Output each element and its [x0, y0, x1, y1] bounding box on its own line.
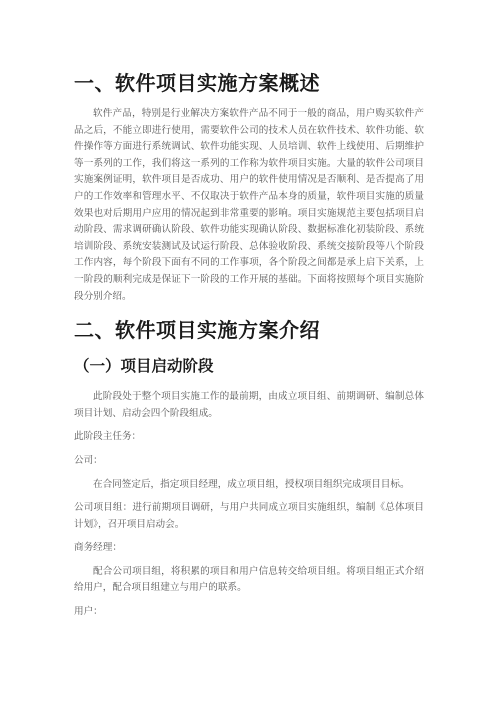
company-paragraph: 在合同签定后，指定项目经理，成立项目组，授权项目组织完成项目目标。	[93, 478, 410, 490]
business-manager-paragraph: 配合公司项目组，将积累的项目和用户信息转交给项目组。将项目组正式介绍给用户，配合项目组建立与用户的联系。	[74, 565, 424, 594]
main-task-label: 此阶段主任务：	[74, 431, 142, 443]
overview-paragraph: 软件产品，特别是行业解决方案软件产品不同于一般的商品，用户购买软件产品之后，不能立即进行使用，需要软件公司的技术人员在软件技术、软件功能、软件操作等方面进行系统调试、软件功能实现、人员培训、软件上线使用、后期维护等一系列的工作，我们将这一系列的工作称为软件项目实施。大量的软件公司项目实施案例证明，软件项目是否成功、用户的软件使用情况是否顺利、是否提高了用户的工作效率和管理水平、不仅取决于软件产品本身的质量，软件项目实施的质量效果也对后期用户应用的情况起到非常重要的影响。项目实施规范主要包括项目启动阶段、需求调研确认阶段、软件功能实现确认阶段、数据标准化初装阶段、系统培训阶段、系统安装测试及试运行阶段、总体验收阶段、系统交接阶段等八个阶段工作内容，每个阶段下面有不同的工作事项，各个阶段之间都是承上启下关系，上一阶段的顺利完成是保证下一阶段的工作开展的基础。下面将按照每个项目实施阶段分别介绍。	[74, 108, 424, 302]
document-content	[74, 70, 424, 621]
section-heading-overview: 一、软件项目实施方案概述	[74, 71, 320, 95]
company-label: 公司：	[74, 454, 103, 466]
user-label: 用户：	[74, 606, 103, 618]
startup-intro-paragraph: 此阶段处于整个项目实施工作的最前期，由成立项目组、前期调研、编制总体项目计划、启动会四个阶段组成。	[74, 391, 424, 419]
company-project-group-paragraph: 公司项目组：进行前期项目调研，与用户共同成立项目实施组织，编制《总体项目计划》，召开项目启动会。	[74, 502, 424, 530]
subsection-heading-startup: （一）项目启动阶段	[74, 357, 214, 376]
business-manager-label: 商务经理：	[74, 542, 122, 554]
section-heading-introduction: 二、软件项目实施方案介绍	[74, 318, 320, 343]
